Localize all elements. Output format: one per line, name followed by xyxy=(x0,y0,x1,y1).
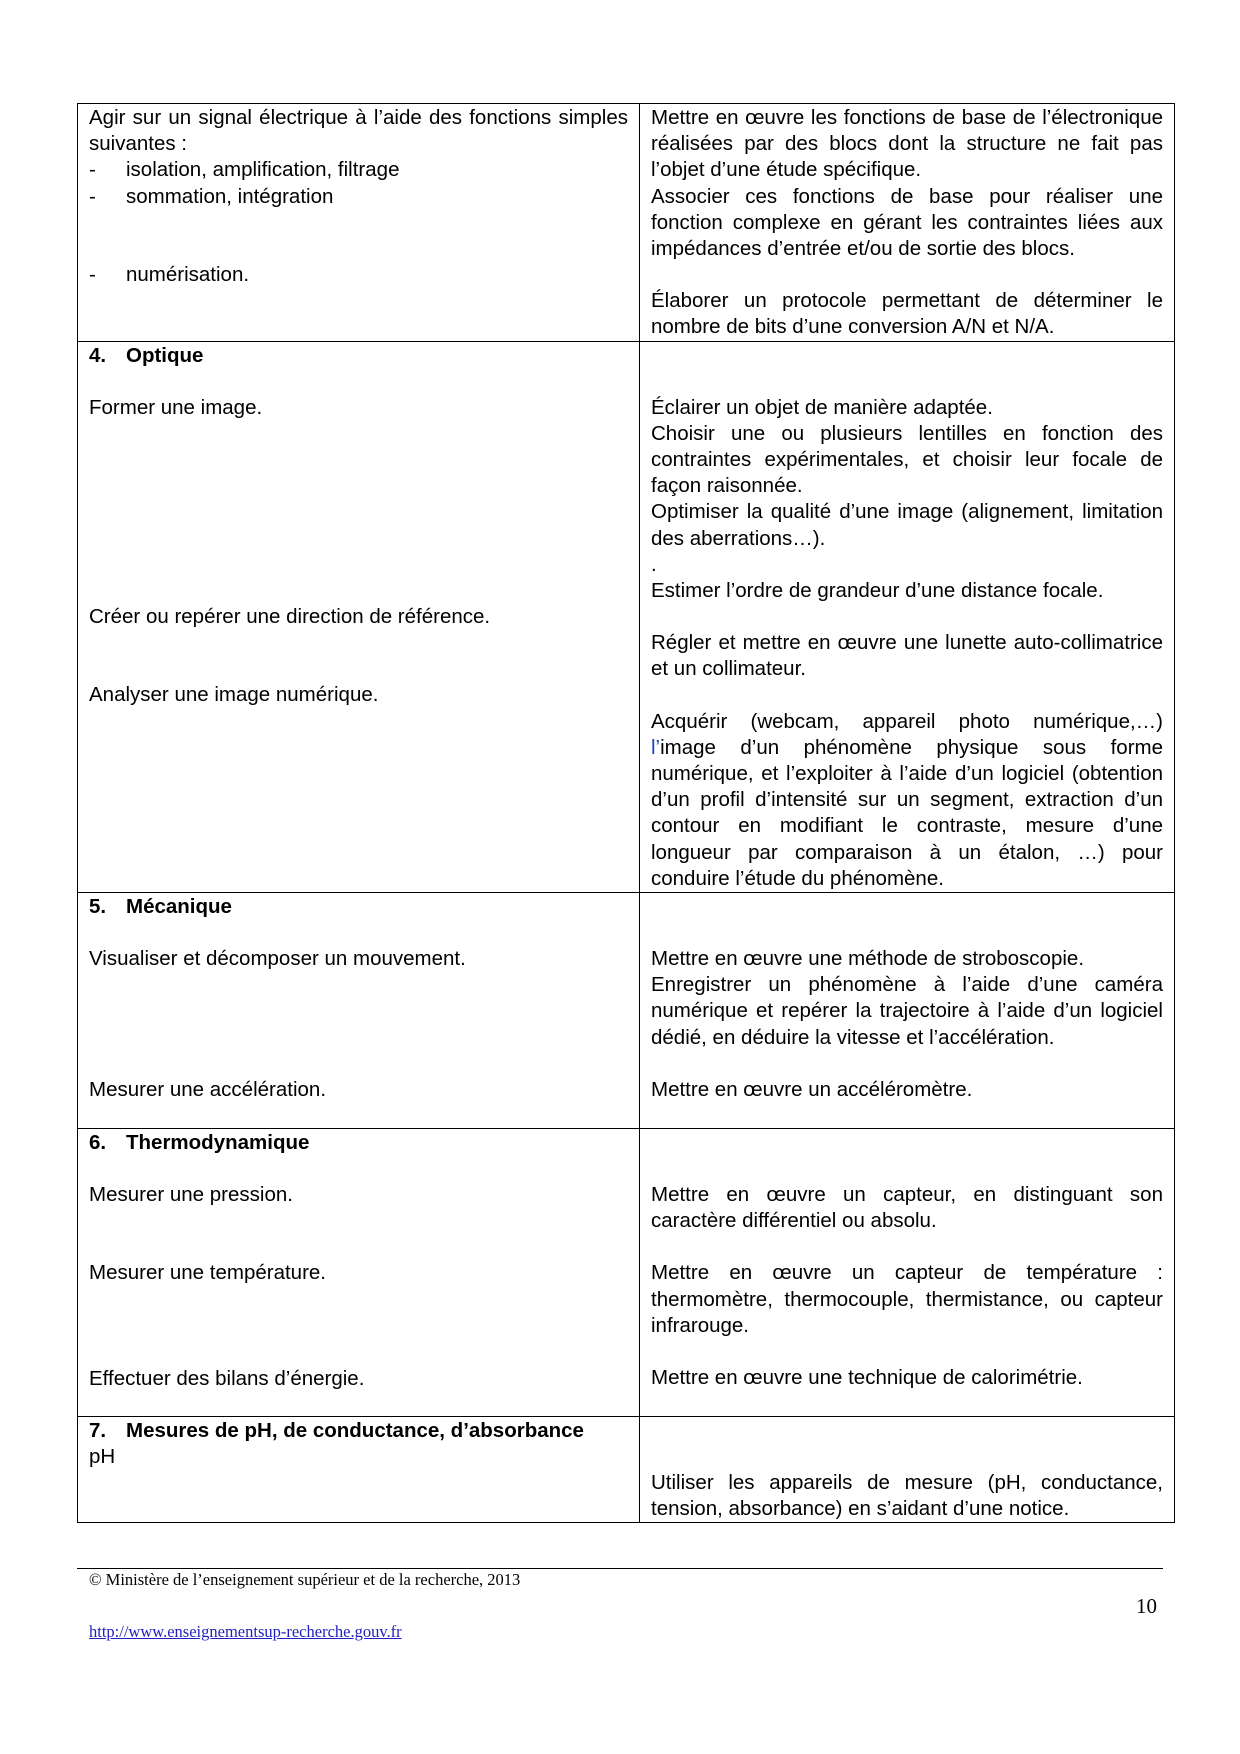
section-number: 4. xyxy=(89,343,107,367)
section-number: 5. xyxy=(89,895,107,919)
cell-text: Mettre en œuvre un capteur, en distinguant son caractère différentiel ou absolu. xyxy=(651,1183,1163,1233)
list-item-text: numérisation. xyxy=(126,262,250,286)
table-cell-left xyxy=(78,341,640,892)
table-cell-left xyxy=(78,1417,640,1523)
table-row xyxy=(78,104,1175,342)
section-heading xyxy=(89,1130,628,1156)
section-title: Thermodynamique xyxy=(126,1131,310,1155)
table-cell-right xyxy=(640,893,1175,1129)
section-heading xyxy=(89,894,628,920)
table-cell-right xyxy=(640,1417,1175,1523)
program-table xyxy=(77,103,1175,1523)
cell-text: Estimer l’ordre de grandeur d’une distance focale. xyxy=(651,579,1104,603)
cell-text: Former une image. xyxy=(89,395,263,419)
cell-text: Mettre en œuvre les fonctions de base de l’électronique réalisées par des blocs dont la structure ne fait pas l’objet d’une étude spécifique. xyxy=(651,106,1163,182)
footer-divider xyxy=(77,1568,1163,1569)
text-run: image d’un phénomène physique sous forme numérique, et l’exploiter à l’aide d’un logiciel (obtention d’un profil d’intensité sur un segment, extraction d’un contour en modifiant le contraste, mesure d’une longueur par comparaison à un étalon, …) pour conduire l’étude du phénomène. xyxy=(651,735,1163,890)
cell-text: Effectuer des bilans d’énergie. xyxy=(89,1366,365,1390)
cell-text: Mesurer une température. xyxy=(89,1261,327,1285)
table-row xyxy=(78,1129,1175,1417)
section-number: 7. xyxy=(89,1419,107,1443)
cell-text: Optimiser la qualité d’une image (alignement, limitation des aberrations…). xyxy=(651,500,1163,550)
cell-text: Associer ces fonctions de base pour réaliser une fonction complexe en gérant les contraintes liées aux impédances d’entrée et/ou de sortie des blocs. xyxy=(651,184,1163,261)
text-run: Acquérir (webcam, appareil photo numérique,…) xyxy=(651,709,1163,733)
section-heading xyxy=(89,343,628,369)
cell-text: Mettre en œuvre une méthode de stroboscopie. xyxy=(651,947,1085,971)
list-item xyxy=(89,262,628,288)
footer-url-link[interactable]: http://www.enseignementsup-recherche.gouv.fr xyxy=(89,1622,402,1641)
bullet: - xyxy=(89,184,96,208)
section-title: Optique xyxy=(126,343,204,367)
list-item-text: isolation, amplification, filtrage xyxy=(126,158,400,182)
list-item-text: sommation, intégration xyxy=(126,184,334,208)
section-title: Mesures de pH, de conductance, d’absorbance xyxy=(126,1419,584,1443)
cell-text: Enregistrer un phénomène à l’aide d’une caméra numérique et repérer la trajectoire à l’aide d’un logiciel dédié, en déduire la vitesse et l’accélération. xyxy=(651,973,1163,1049)
page-number: 10 xyxy=(1136,1594,1157,1618)
text-run-blue: l’ xyxy=(651,735,661,759)
cell-text: Éclairer un objet de manière adaptée. xyxy=(651,395,993,419)
cell-text: Élaborer un protocole permettant de déterminer le nombre de bits d’une conversion A/N et N/A. xyxy=(651,289,1163,339)
table-row xyxy=(78,341,1175,892)
table-cell-right xyxy=(640,104,1175,342)
cell-text: pH xyxy=(89,1445,116,1469)
cell-text xyxy=(651,709,1163,892)
table-cell-right xyxy=(640,341,1175,892)
cell-text: Créer ou repérer une direction de référence. xyxy=(89,605,491,629)
table-cell-right xyxy=(640,1129,1175,1417)
table-row xyxy=(78,1417,1175,1523)
list-item xyxy=(89,184,628,210)
section-heading xyxy=(89,1418,628,1444)
bullet: - xyxy=(89,158,96,182)
cell-text: . xyxy=(651,552,657,576)
bullet: - xyxy=(89,262,96,286)
cell-text: Mesurer une pression. xyxy=(89,1183,293,1207)
table-cell-left xyxy=(78,1129,640,1417)
table-cell-left xyxy=(78,104,640,342)
cell-text: Régler et mettre en œuvre une lunette auto-collimatrice et un collimateur. xyxy=(651,631,1163,681)
list-item xyxy=(89,157,628,183)
footer-copyright: © Ministère de l’enseignement supérieur et de la recherche, 2013 xyxy=(89,1570,521,1589)
section-number: 6. xyxy=(89,1131,107,1155)
section-title: Mécanique xyxy=(126,895,232,919)
cell-text: Mettre en œuvre une technique de calorimétrie. xyxy=(651,1366,1083,1390)
cell-text: Visualiser et décomposer un mouvement. xyxy=(89,947,466,971)
cell-text: Analyser une image numérique. xyxy=(89,683,379,707)
cell-text: Mettre en œuvre un accéléromètre. xyxy=(651,1077,973,1101)
cell-text: Choisir une ou plusieurs lentilles en fonction des contraintes expérimentales, et choisir leur focale de façon raisonnée. xyxy=(651,421,1163,498)
table-cell-left xyxy=(78,893,640,1129)
cell-text: Utiliser les appareils de mesure (pH, conductance, tension, absorbance) en s’aidant d’une notice. xyxy=(651,1471,1163,1521)
cell-text: Mettre en œuvre un capteur de température : thermomètre, thermocouple, thermistance, ou capteur infrarouge. xyxy=(651,1261,1163,1337)
cell-text: Agir sur un signal électrique à l’aide des fonctions simples suivantes : xyxy=(89,106,628,156)
cell-text: Mesurer une accélération. xyxy=(89,1078,327,1102)
table-row xyxy=(78,893,1175,1129)
